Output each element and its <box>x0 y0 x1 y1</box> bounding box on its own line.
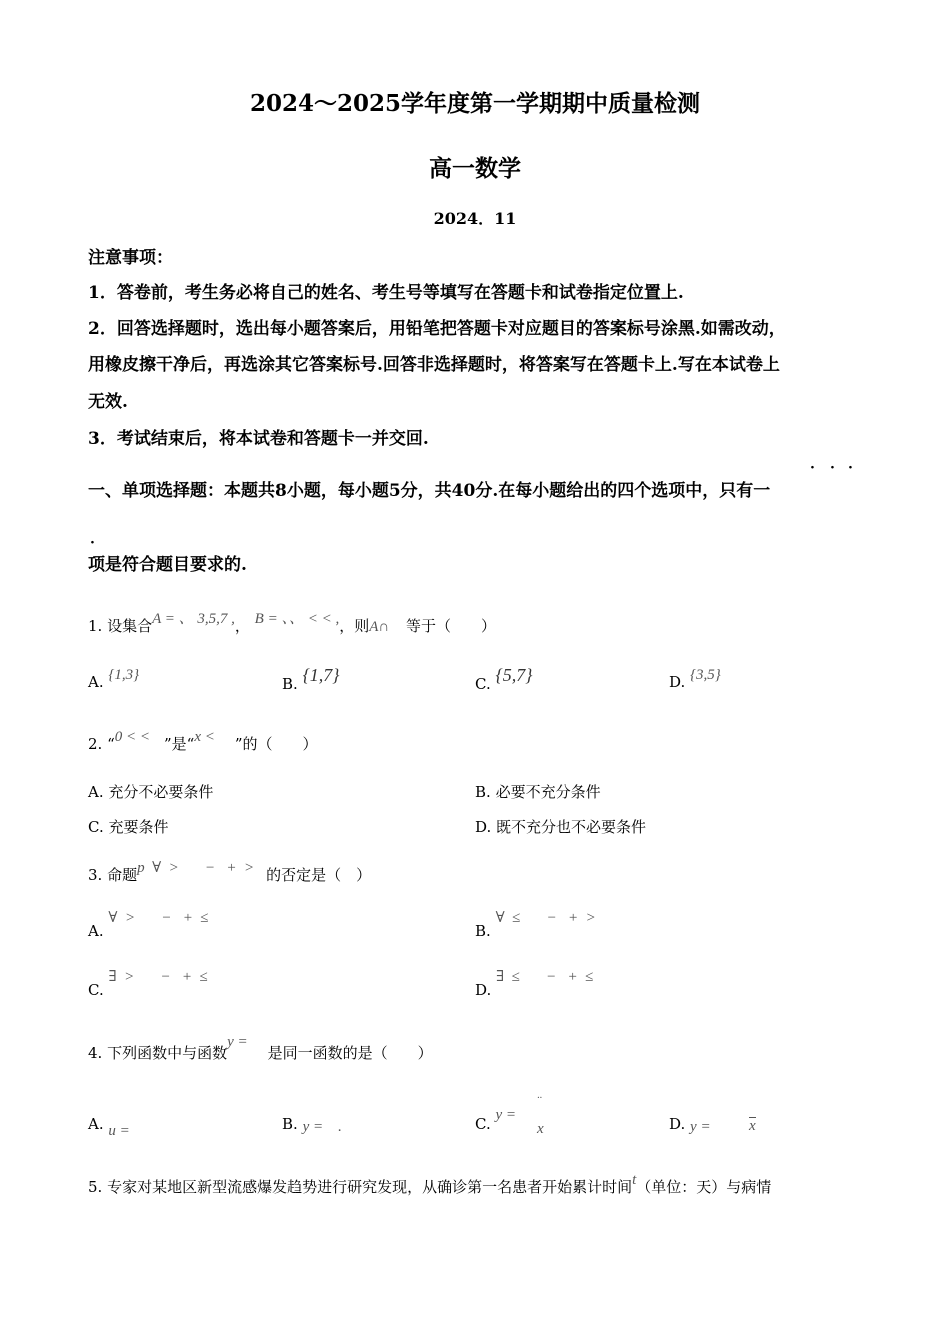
option-label: C. <box>475 1115 491 1133</box>
option-label: D. <box>669 673 686 691</box>
q2-option-b[interactable] <box>475 781 601 802</box>
section-1-line-2: 项是符合题目要求的. <box>88 555 247 575</box>
question-text: “ <box>107 735 115 753</box>
question-text: ”是“ <box>164 735 195 753</box>
question-5 <box>88 1172 772 1197</box>
question-text: 下列函数中与函数 <box>107 1044 228 1062</box>
question-number: 1. <box>88 617 103 635</box>
option-text: 必要不充分条件 <box>495 783 601 801</box>
option-math: x <box>537 1121 544 1137</box>
option-label: B. <box>475 783 491 801</box>
option-math: ∃ ≤ − + ≤ <box>496 969 594 985</box>
option-math: {3,5} <box>690 667 721 683</box>
option-label: A. <box>88 1115 104 1133</box>
notice-item-2-line-3: 无效. <box>88 392 128 412</box>
question-text: 是同一函数的是（ ） <box>267 1044 433 1062</box>
q1-option-b[interactable] <box>282 665 340 694</box>
question-text: ”的（ ） <box>234 735 318 753</box>
option-math: y = <box>690 1119 711 1135</box>
condition-expression: x < <box>194 729 215 745</box>
option-math: u = <box>108 1123 130 1139</box>
q3-option-a[interactable] <box>88 910 209 941</box>
q4-option-d[interactable] <box>669 1115 756 1135</box>
option-math: {1,7} <box>302 665 340 685</box>
q2-option-a[interactable] <box>88 781 213 802</box>
notice-heading: 注意事项： <box>88 248 173 268</box>
question-text: ，则 <box>339 617 370 635</box>
exam-title: 2024～2025学年度第一学期期中质量检测 <box>249 90 701 117</box>
option-label: D. <box>475 818 492 836</box>
option-math: ∀ > − + ≤ <box>108 910 209 926</box>
q3-option-c[interactable] <box>88 969 208 1000</box>
option-math: x <box>749 1118 756 1134</box>
question-number: 3. <box>88 866 103 884</box>
question-text: ， <box>234 617 250 635</box>
q3-option-d[interactable] <box>475 969 594 1000</box>
emphasis-dot: · <box>90 535 95 551</box>
question-2 <box>88 729 318 754</box>
question-text: 的否定是（ ） <box>266 866 372 884</box>
option-label: C. <box>88 818 104 836</box>
option-label: A. <box>88 922 104 940</box>
option-label: C. <box>475 675 491 693</box>
fraction-dots: ·· <box>537 1093 542 1104</box>
question-number: 2. <box>88 735 103 753</box>
option-math: ∀ ≤ − + > <box>495 910 596 926</box>
q1-option-a[interactable] <box>88 667 140 692</box>
question-number: 5. <box>88 1178 103 1196</box>
notice-item-1: 1．答卷前，考生务必将自己的姓名、考生号等填写在答题卡和试卷指定位置上. <box>88 283 684 303</box>
emphasis-dot: · <box>830 460 835 476</box>
option-text: 既不充分也不必要条件 <box>496 818 647 836</box>
option-math: ∃ > − + ≤ <box>108 969 208 985</box>
question-4 <box>88 1034 433 1063</box>
subject-title: 高一数学 <box>429 155 521 182</box>
set-a-expression: A = 、 3,5,7 , <box>152 611 235 627</box>
q4-option-c[interactable] <box>475 1093 544 1137</box>
option-label: B. <box>282 1115 298 1133</box>
option-text: 充要条件 <box>108 818 169 836</box>
emphasis-dot: · <box>810 460 815 476</box>
q2-option-d[interactable] <box>475 816 646 837</box>
question-1 <box>88 611 497 636</box>
option-math: y = <box>495 1107 517 1123</box>
question-text: 等于（ ） <box>406 617 497 635</box>
option-label: B. <box>475 922 491 940</box>
notice-item-2-line-2: 用橡皮擦干净后，再选涂其它答案标号.回答非选择题时，将答案写在答题卡上.写在本试卷上 <box>88 355 780 375</box>
notice-item-3: 3．考试结束后，将本试卷和答题卡一并交回. <box>88 429 429 449</box>
question-text: （单位：天）与病情 <box>636 1178 772 1196</box>
option-math: {5,7} <box>495 665 533 685</box>
question-3 <box>88 860 372 885</box>
q1-option-d[interactable] <box>669 667 721 692</box>
function-expression: y = <box>227 1034 248 1050</box>
option-math: {1,3} <box>108 667 140 683</box>
option-label: A. <box>88 783 104 801</box>
option-label: B. <box>282 675 298 693</box>
q4-option-a[interactable] <box>88 1115 130 1139</box>
option-label: C. <box>88 981 104 999</box>
option-label: D. <box>669 1115 686 1133</box>
set-b-expression: B = 、、 < < , <box>254 611 340 627</box>
question-number: 4. <box>88 1044 103 1062</box>
q4-option-b[interactable] <box>282 1115 342 1134</box>
question-text: 设集合 <box>107 617 153 635</box>
condition-expression: 0 < < <box>114 729 151 745</box>
emphasis-dot: · <box>848 460 853 476</box>
proposition-expression: p ∀ > − + > <box>137 860 255 876</box>
option-label: D. <box>475 981 492 999</box>
question-text: 命题 <box>107 866 138 884</box>
option-label: A. <box>88 673 104 691</box>
q3-option-b[interactable] <box>475 910 596 941</box>
exam-date: 2024．11 <box>433 209 517 228</box>
q2-option-c[interactable] <box>88 816 169 837</box>
question-text: 专家对某地区新型流感爆发趋势进行研究发现，从确诊第一名患者开始累计时间 <box>107 1178 633 1196</box>
intersection-expression: A∩ <box>369 619 390 635</box>
section-1-line-1: 一、单项选择题：本题共8小题，每小题5分，共40分.在每小题给出的四个选项中，只有一 <box>88 481 771 501</box>
notice-item-2-line-1: 2．回答选择题时，选出每小题答案后，用铅笔把答题卡对应题目的答案标号涂黑.如需改动， <box>88 319 786 339</box>
option-math: y = . <box>302 1119 342 1135</box>
option-text: 充分不必要条件 <box>108 783 214 801</box>
q1-option-c[interactable] <box>475 665 533 694</box>
time-variable: t <box>632 1172 637 1188</box>
